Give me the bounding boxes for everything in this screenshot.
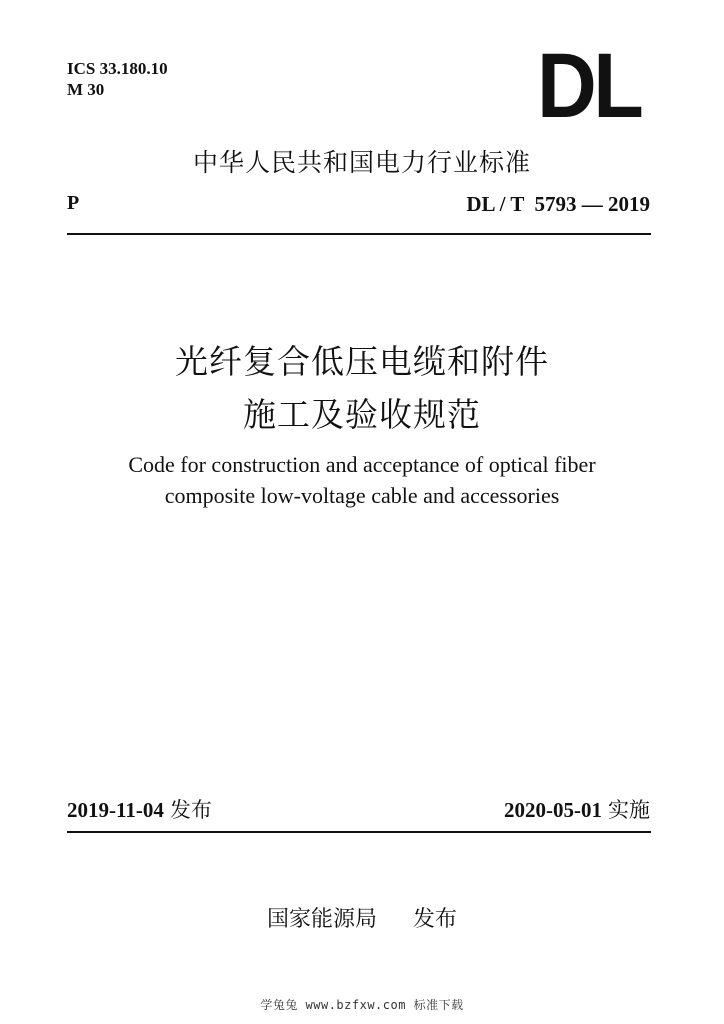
- watermark: 学兔兔 www.bzfxw.com 标准下载: [260, 998, 464, 1012]
- classification-code: M 30: [67, 80, 105, 99]
- implementation-label: 实施: [608, 798, 650, 822]
- ics-code: ICS 33.180.10: [67, 59, 168, 78]
- issuer-line: [0, 902, 724, 933]
- issue-date-block: [67, 794, 212, 824]
- category-code: P: [67, 192, 80, 214]
- issue-label: 发布: [169, 798, 212, 822]
- title-cn-line1: 光纤复合低压电缆和附件: [175, 342, 549, 381]
- title-en-line2: composite low-voltage cable and accessories: [164, 483, 560, 508]
- standard-type-heading: 中华人民共和国电力行业标准: [192, 148, 531, 177]
- issuer-action: 发布: [413, 907, 458, 932]
- issuer-name: 国家能源局: [266, 907, 377, 932]
- dl-logo: DL: [537, 35, 641, 137]
- title-cn-line2: 施工及验收规范: [243, 395, 481, 434]
- issue-date: 2019-11-04: [67, 798, 164, 822]
- bottom-divider: [67, 831, 651, 833]
- top-divider: [67, 233, 651, 235]
- implementation-date-block: [504, 794, 650, 824]
- standard-number: DL / T 5793 — 2019: [466, 192, 650, 216]
- ics-block: [67, 58, 168, 100]
- title-en-line1: Code for construction and acceptance of optical fiber: [128, 452, 596, 477]
- implementation-date: 2020-05-01: [504, 798, 602, 822]
